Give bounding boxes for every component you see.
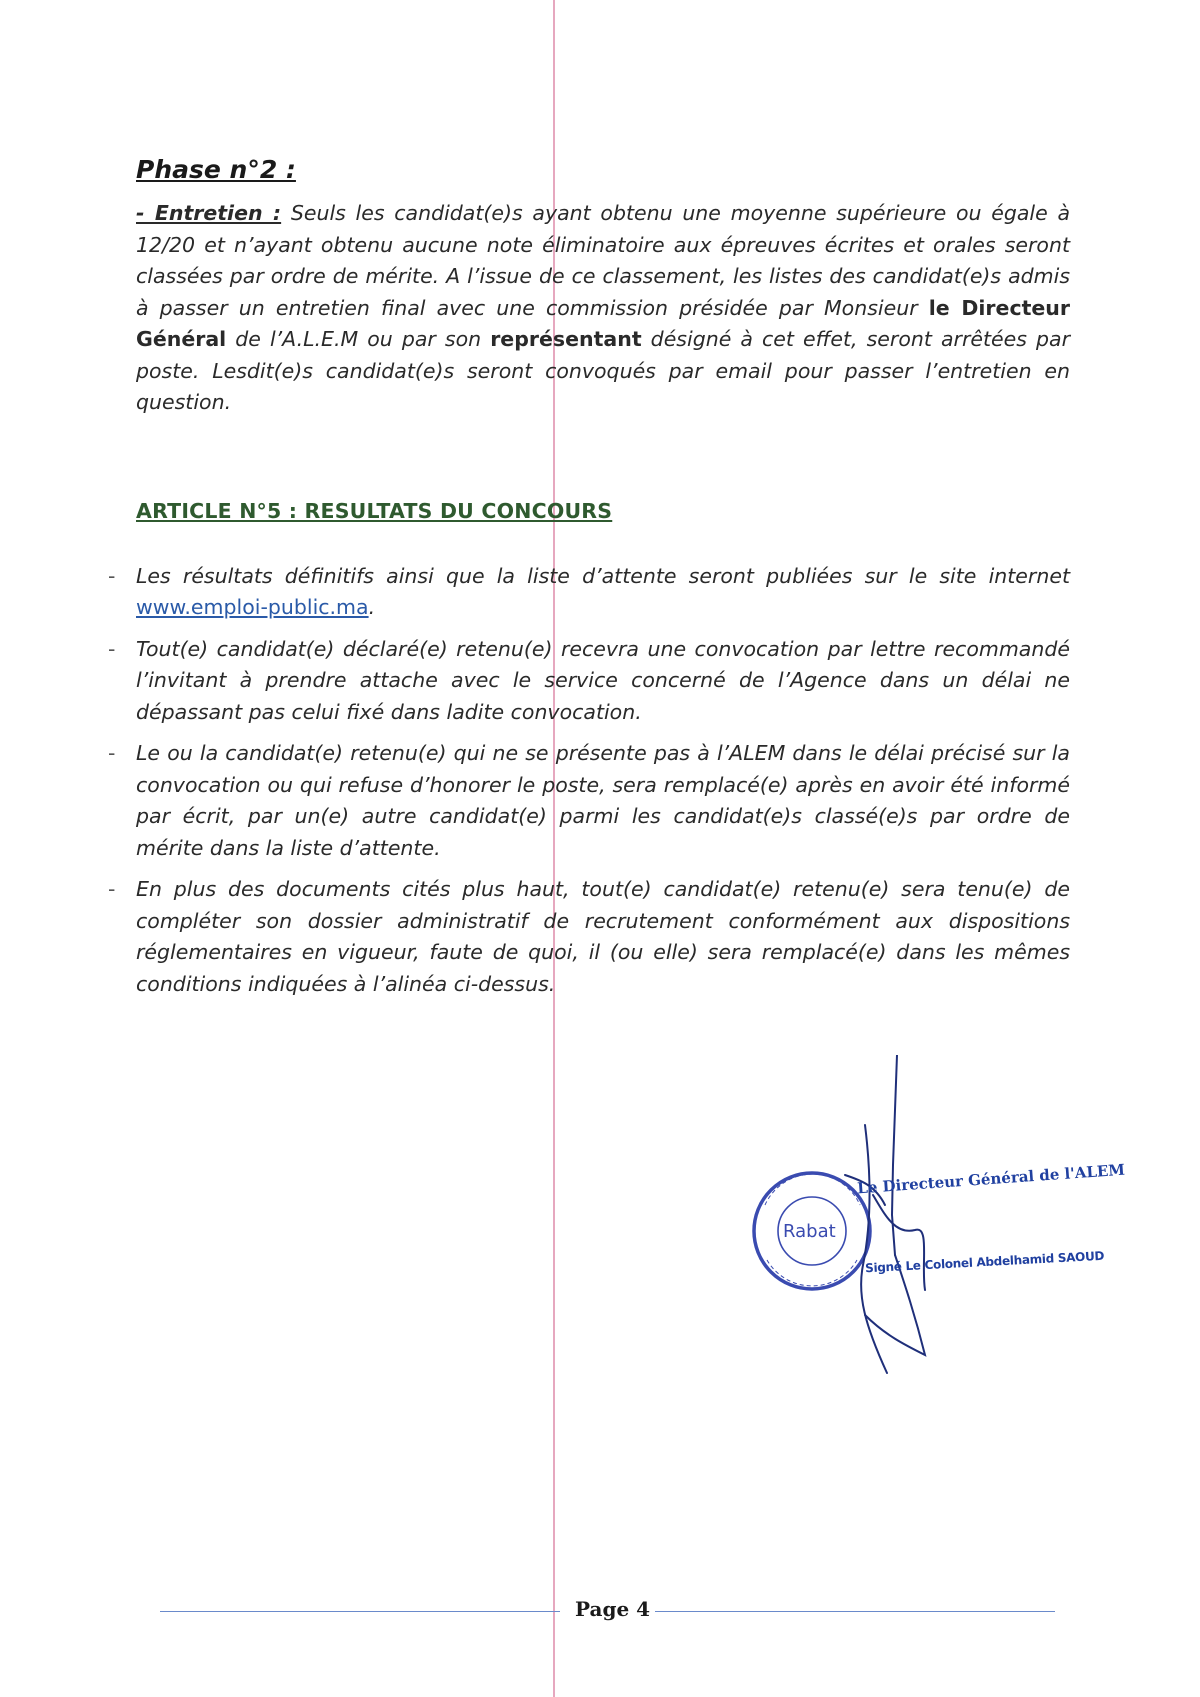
list-item-text: En plus des documents cités plus haut, tout(e) candidat(e) retenu(e) sera tenu(e) de compléter son dossier administratif de recrutement conformément aux dispositions réglementaires en vigueur, faute de quoi, il (ou elle) sera remplacé(e) dans les mêmes conditions indiquées à l’alinéa ci-dessus. (136, 877, 1070, 996)
list-item-text: Les résultats définitifs ainsi que la liste d’attente seront publiées sur le site internet (136, 563, 1070, 588)
bullet-dash: - (108, 636, 116, 661)
stamp-city: Rabat (783, 1221, 836, 1242)
phase-text-2: de l’A.L.E.M ou par son (226, 327, 491, 351)
list-item-text: Le ou la candidat(e) retenu(e) qui ne se présente pas à l’ALEM dans le délai précisé sur la convocation ou qui refuse d’honorer le poste, sera remplacé(e) après en avoir été informé par écrit, par un(e) autre candidat(e) parmi les candidat(e)s classé(e)s par ordre de mérite dans la liste d’attente. (136, 741, 1070, 860)
phase-text-3: désigné à cet effet, seront arrêtées par poste. Lesdit(e)s candidat(e)s seront convoqués par email pour passer l’entretien en question. (136, 327, 1071, 414)
bullet-dash: - (108, 563, 116, 588)
footer-rule-left (160, 1611, 560, 1612)
representant-bold: représentant (490, 327, 642, 351)
list-item-suffix: . (368, 595, 376, 619)
directeur-general-bold: le Directeur Général (136, 295, 1071, 351)
entretien-lead: - Entretien : (136, 201, 282, 225)
list-item (108, 874, 1070, 1000)
list-item (108, 738, 1070, 864)
phase-text-1: Seuls les candidat(e)s ayant obtenu une moyenne supérieure ou égale à 12/20 et n’ayant obtenu aucune note éliminatoire aux épreuves écrites et orales seront classées par ordre de mérite. A l’issue de ce classement, les listes des candidat(e)s admis à passer un entretien final avec une commission présidée par Monsieur (136, 201, 1071, 320)
list-item (108, 634, 1070, 729)
signature-title: Le Directeur Général de l'ALEM (856, 1160, 1126, 1198)
bullet-dash: - (108, 741, 116, 765)
list-item-text: Tout(e) candidat(e) déclaré(e) retenu(e) recevra une convocation par lettre recommandé l’invitant à prendre attache avec le service concerné de l’Agence dans un délai ne dépassant pas celui fixé dans ladite convocation. (136, 636, 1070, 724)
page-number: Page 4 (575, 1597, 651, 1621)
article-title: ARTICLE N°5 : RESULTATS DU CONCOURS (136, 498, 613, 523)
handwritten-signature (745, 1055, 1075, 1385)
emploi-public-link[interactable]: www.emploi-public.ma (136, 595, 369, 619)
signature-block (745, 1055, 1126, 1385)
phase-title: Phase n°2 : (136, 155, 296, 184)
phase-paragraph (136, 198, 1070, 419)
signature-signed-line: Signé Le Colonel Abdelhamid SAOUD (864, 1248, 1105, 1276)
results-list (108, 561, 1070, 1001)
list-item (108, 561, 1070, 624)
page-content (108, 155, 1071, 1010)
footer-rule-right (655, 1611, 1055, 1612)
page-footer (160, 1597, 1060, 1627)
bullet-dash: - (108, 877, 116, 901)
